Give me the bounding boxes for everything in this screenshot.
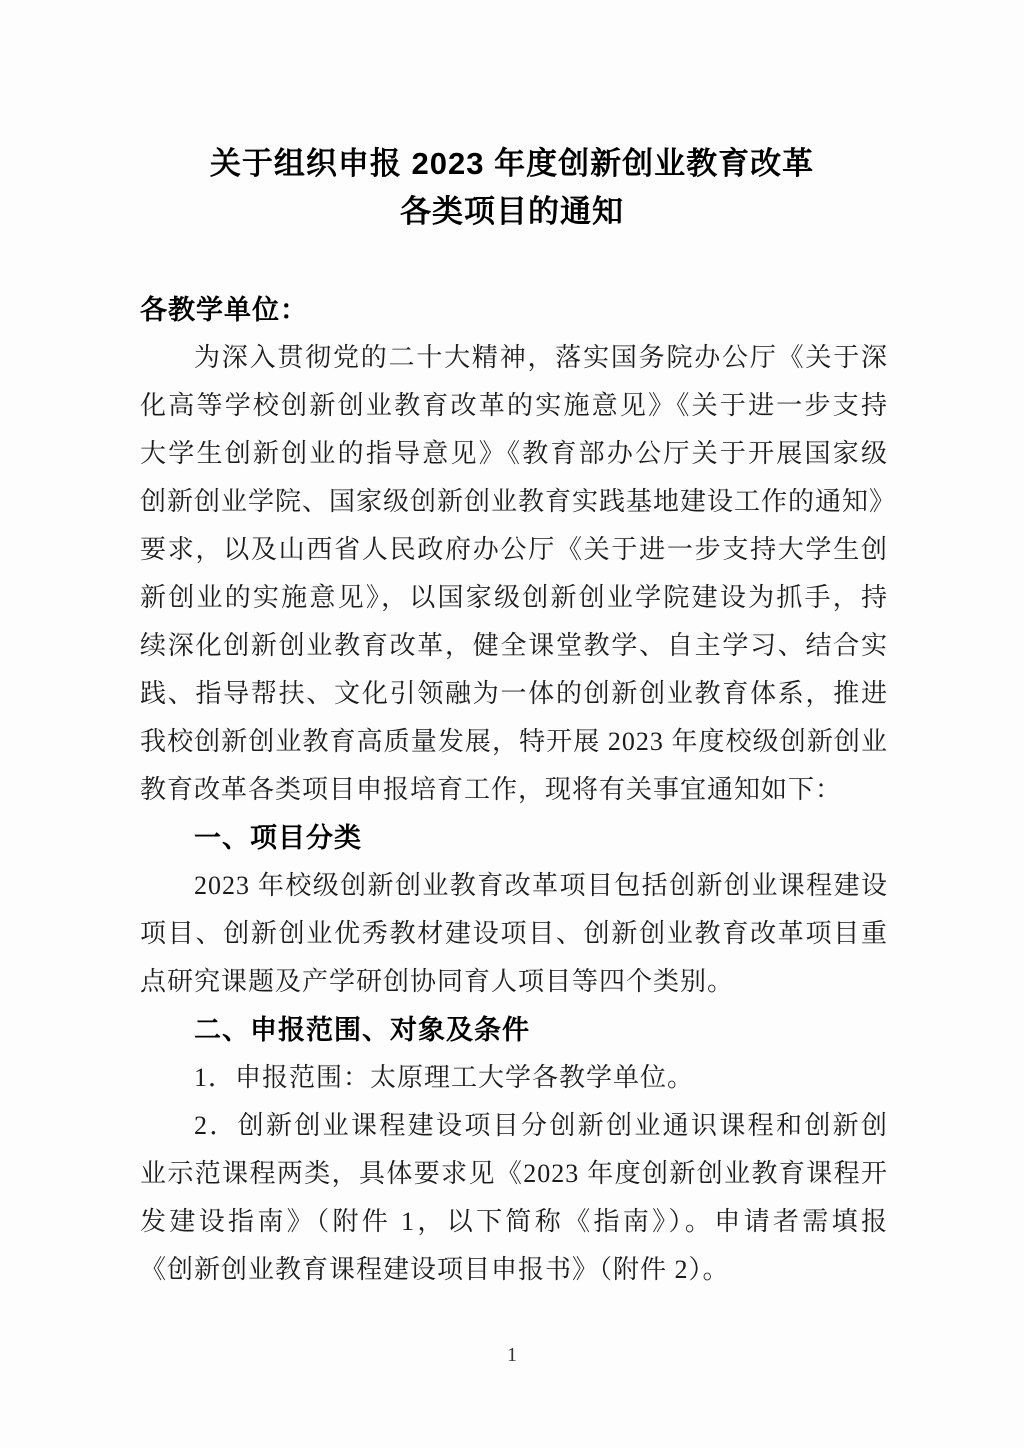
body-line: 业示范课程两类，具体要求见《2023 年度创新创业教育课程开: [140, 1159, 888, 1188]
document-title-line-2: 各类项目的通知: [400, 194, 624, 229]
body-line: 教育改革各类项目申报培育工作，现将有关事宜通知如下：: [140, 775, 843, 804]
body-line: 化高等学校创新创业教育改革的实施意见》《关于进一步支持: [140, 391, 888, 420]
body-line: 发建设指南》（附件 1，以下简称《指南》）。申请者需填报: [140, 1207, 888, 1236]
body-line: 为深入贯彻党的二十大精神，落实国务院办公厅《关于深: [194, 343, 888, 372]
body-line: 《创新创业教育课程建设项目申报书》（附件 2）。: [140, 1255, 730, 1284]
salutation-line: 各教学单位：: [140, 295, 308, 325]
body-line: 续深化创新创业教育改革，健全课堂教学、自主学习、结合实: [140, 631, 888, 660]
body-line: 我校创新创业教育高质量发展，特开展 2023 年度校级创新创业: [140, 727, 888, 756]
document-title-line-1: 关于组织申报 2023 年度创新创业教育改革: [209, 146, 815, 181]
body-line: 2023 年校级创新创业教育改革项目包括创新创业课程建设: [194, 871, 888, 900]
body-line: 要求，以及山西省人民政府办公厅《关于进一步支持大学生创: [140, 535, 888, 564]
body-line: 践、指导帮扶、文化引领融为一体的创新创业教育体系，推进: [140, 679, 888, 708]
body-line: 2．创新创业课程建设项目分创新创业通识课程和创新创: [194, 1111, 888, 1140]
body-line: 1．申报范围：太原理工大学各教学单位。: [194, 1063, 695, 1092]
body-line: 创新创业学院、国家级创新创业教育实践基地建设工作的通知》: [140, 487, 897, 516]
document-body: [140, 286, 897, 1294]
section-heading: 一、项目分类: [194, 823, 362, 853]
body-line: 项目、创新创业优秀教材建设项目、创新创业教育改革项目重: [140, 919, 888, 948]
section-heading: 二、申报范围、对象及条件: [194, 1015, 530, 1045]
page-number: 1: [507, 1344, 517, 1366]
body-line: 新创业的实施意见》，以国家级创新创业学院建设为抓手，持: [140, 583, 888, 612]
body-line: 点研究课题及产学研创协同育人项目等四个类别。: [140, 967, 735, 996]
document-title: [0, 0, 1024, 236]
body-line: 大学生创新创业的指导意见》《教育部办公厅关于开展国家级: [140, 439, 888, 468]
